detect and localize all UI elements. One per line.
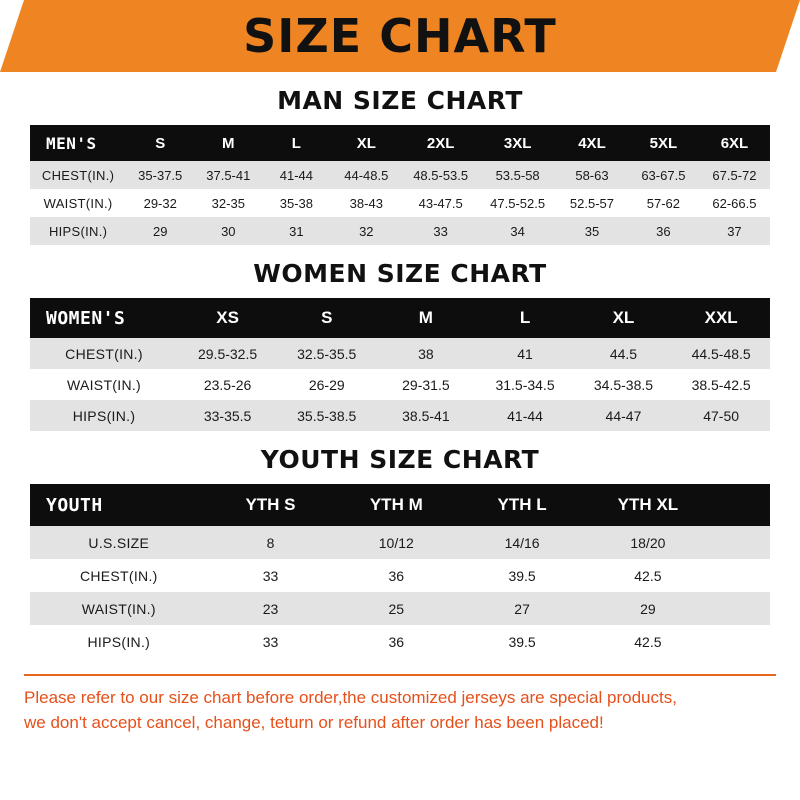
row-label: U.S.SIZE bbox=[30, 526, 208, 559]
row-label: CHEST(IN.) bbox=[30, 559, 208, 592]
cell: 29 bbox=[585, 592, 711, 625]
col-header: YTH M bbox=[333, 484, 459, 526]
col-header: YTH L bbox=[459, 484, 585, 526]
col-header: XS bbox=[178, 298, 277, 338]
cell: 34.5-38.5 bbox=[575, 369, 673, 400]
section-title-man: MAN SIZE CHART bbox=[277, 86, 523, 115]
row-label: HIPS(IN.) bbox=[30, 400, 178, 431]
table-row bbox=[30, 338, 770, 369]
cell-spacer bbox=[711, 526, 770, 559]
row-label: HIPS(IN.) bbox=[30, 217, 126, 245]
table-row bbox=[30, 369, 770, 400]
men-size-table bbox=[30, 125, 770, 245]
page-title: SIZE CHART bbox=[243, 9, 557, 63]
cell: 23 bbox=[208, 592, 334, 625]
cell: 44-47 bbox=[575, 400, 673, 431]
cell: 38 bbox=[376, 338, 475, 369]
cell: 36 bbox=[333, 625, 459, 658]
footer-note-line-2: we don't accept cancel, change, teturn or refund after order has been placed! bbox=[24, 712, 604, 732]
row-label: CHEST(IN.) bbox=[30, 161, 126, 189]
col-header: XXL bbox=[672, 298, 770, 338]
cell: 27 bbox=[459, 592, 585, 625]
col-header: XL bbox=[575, 298, 673, 338]
banner-notch-right-icon bbox=[776, 0, 800, 72]
cell: 36 bbox=[628, 217, 699, 245]
cell: 33 bbox=[208, 559, 334, 592]
footer-note-line-1: Please refer to our size chart before order,the customized jerseys are special products, bbox=[24, 688, 677, 707]
cell: 43-47.5 bbox=[402, 189, 479, 217]
cell: 58-63 bbox=[556, 161, 628, 189]
col-header: L bbox=[262, 125, 330, 161]
youth-corner-label: YOUTH bbox=[30, 484, 208, 526]
women-corner-label: WOMEN'S bbox=[30, 298, 178, 338]
cell: 47-50 bbox=[672, 400, 770, 431]
cell: 38-43 bbox=[330, 189, 402, 217]
cell: 35 bbox=[556, 217, 628, 245]
table-row bbox=[30, 217, 770, 245]
table-row bbox=[30, 400, 770, 431]
cell: 38.5-41 bbox=[376, 400, 475, 431]
cell-spacer bbox=[711, 625, 770, 658]
section-women bbox=[0, 259, 800, 431]
cell: 37.5-41 bbox=[194, 161, 262, 189]
cell: 33 bbox=[208, 625, 334, 658]
cell: 53.5-58 bbox=[479, 161, 556, 189]
cell: 23.5-26 bbox=[178, 369, 277, 400]
section-youth bbox=[0, 445, 800, 658]
cell: 37 bbox=[699, 217, 770, 245]
cell: 44.5-48.5 bbox=[672, 338, 770, 369]
cell: 31.5-34.5 bbox=[475, 369, 574, 400]
cell: 18/20 bbox=[585, 526, 711, 559]
col-header: 4XL bbox=[556, 125, 628, 161]
cell: 39.5 bbox=[459, 559, 585, 592]
cell: 30 bbox=[194, 217, 262, 245]
cell: 33-35.5 bbox=[178, 400, 277, 431]
cell: 10/12 bbox=[333, 526, 459, 559]
cell-spacer bbox=[711, 559, 770, 592]
cell: 41-44 bbox=[475, 400, 574, 431]
section-man bbox=[0, 86, 800, 245]
table-row bbox=[30, 559, 770, 592]
cell: 63-67.5 bbox=[628, 161, 699, 189]
cell: 29-32 bbox=[126, 189, 194, 217]
cell: 42.5 bbox=[585, 625, 711, 658]
col-header: YTH S bbox=[208, 484, 334, 526]
col-header: M bbox=[194, 125, 262, 161]
col-header: L bbox=[475, 298, 574, 338]
row-label: WAIST(IN.) bbox=[30, 189, 126, 217]
cell: 32.5-35.5 bbox=[277, 338, 376, 369]
cell: 47.5-52.5 bbox=[479, 189, 556, 217]
row-label: HIPS(IN.) bbox=[30, 625, 208, 658]
men-corner-label: MEN'S bbox=[30, 125, 126, 161]
cell: 42.5 bbox=[585, 559, 711, 592]
cell: 41-44 bbox=[262, 161, 330, 189]
table-row bbox=[30, 161, 770, 189]
cell: 35-37.5 bbox=[126, 161, 194, 189]
col-header: YTH XL bbox=[585, 484, 711, 526]
cell: 48.5-53.5 bbox=[402, 161, 479, 189]
banner-notch-left-icon bbox=[0, 0, 24, 72]
section-title-women: WOMEN SIZE CHART bbox=[253, 259, 547, 288]
cell: 62-66.5 bbox=[699, 189, 770, 217]
col-header: M bbox=[376, 298, 475, 338]
table-header-row bbox=[30, 484, 770, 526]
cell: 36 bbox=[333, 559, 459, 592]
cell-spacer bbox=[711, 592, 770, 625]
header-banner bbox=[0, 0, 800, 72]
cell: 35-38 bbox=[262, 189, 330, 217]
cell: 57-62 bbox=[628, 189, 699, 217]
row-label: CHEST(IN.) bbox=[30, 338, 178, 369]
table-header-row bbox=[30, 298, 770, 338]
row-label: WAIST(IN.) bbox=[30, 369, 178, 400]
col-header: XL bbox=[330, 125, 402, 161]
cell: 29 bbox=[126, 217, 194, 245]
table-row bbox=[30, 625, 770, 658]
col-header: 2XL bbox=[402, 125, 479, 161]
section-title-youth: YOUTH SIZE CHART bbox=[260, 445, 540, 474]
cell: 38.5-42.5 bbox=[672, 369, 770, 400]
cell: 52.5-57 bbox=[556, 189, 628, 217]
cell: 29.5-32.5 bbox=[178, 338, 277, 369]
cell: 33 bbox=[402, 217, 479, 245]
col-header: 3XL bbox=[479, 125, 556, 161]
cell: 32 bbox=[330, 217, 402, 245]
table-row bbox=[30, 592, 770, 625]
cell: 39.5 bbox=[459, 625, 585, 658]
table-row bbox=[30, 189, 770, 217]
cell: 26-29 bbox=[277, 369, 376, 400]
youth-size-table bbox=[30, 484, 770, 658]
women-size-table bbox=[30, 298, 770, 431]
cell: 44.5 bbox=[575, 338, 673, 369]
cell: 41 bbox=[475, 338, 574, 369]
col-header: 5XL bbox=[628, 125, 699, 161]
table-row bbox=[30, 526, 770, 559]
cell: 29-31.5 bbox=[376, 369, 475, 400]
col-header-spacer bbox=[711, 484, 770, 526]
cell: 35.5-38.5 bbox=[277, 400, 376, 431]
col-header: 6XL bbox=[699, 125, 770, 161]
col-header: S bbox=[277, 298, 376, 338]
cell: 31 bbox=[262, 217, 330, 245]
cell: 34 bbox=[479, 217, 556, 245]
row-label: WAIST(IN.) bbox=[30, 592, 208, 625]
cell: 25 bbox=[333, 592, 459, 625]
cell: 32-35 bbox=[194, 189, 262, 217]
cell: 44-48.5 bbox=[330, 161, 402, 189]
cell: 14/16 bbox=[459, 526, 585, 559]
col-header: S bbox=[126, 125, 194, 161]
footer-note bbox=[24, 674, 776, 735]
table-header-row bbox=[30, 125, 770, 161]
cell: 67.5-72 bbox=[699, 161, 770, 189]
cell: 8 bbox=[208, 526, 334, 559]
